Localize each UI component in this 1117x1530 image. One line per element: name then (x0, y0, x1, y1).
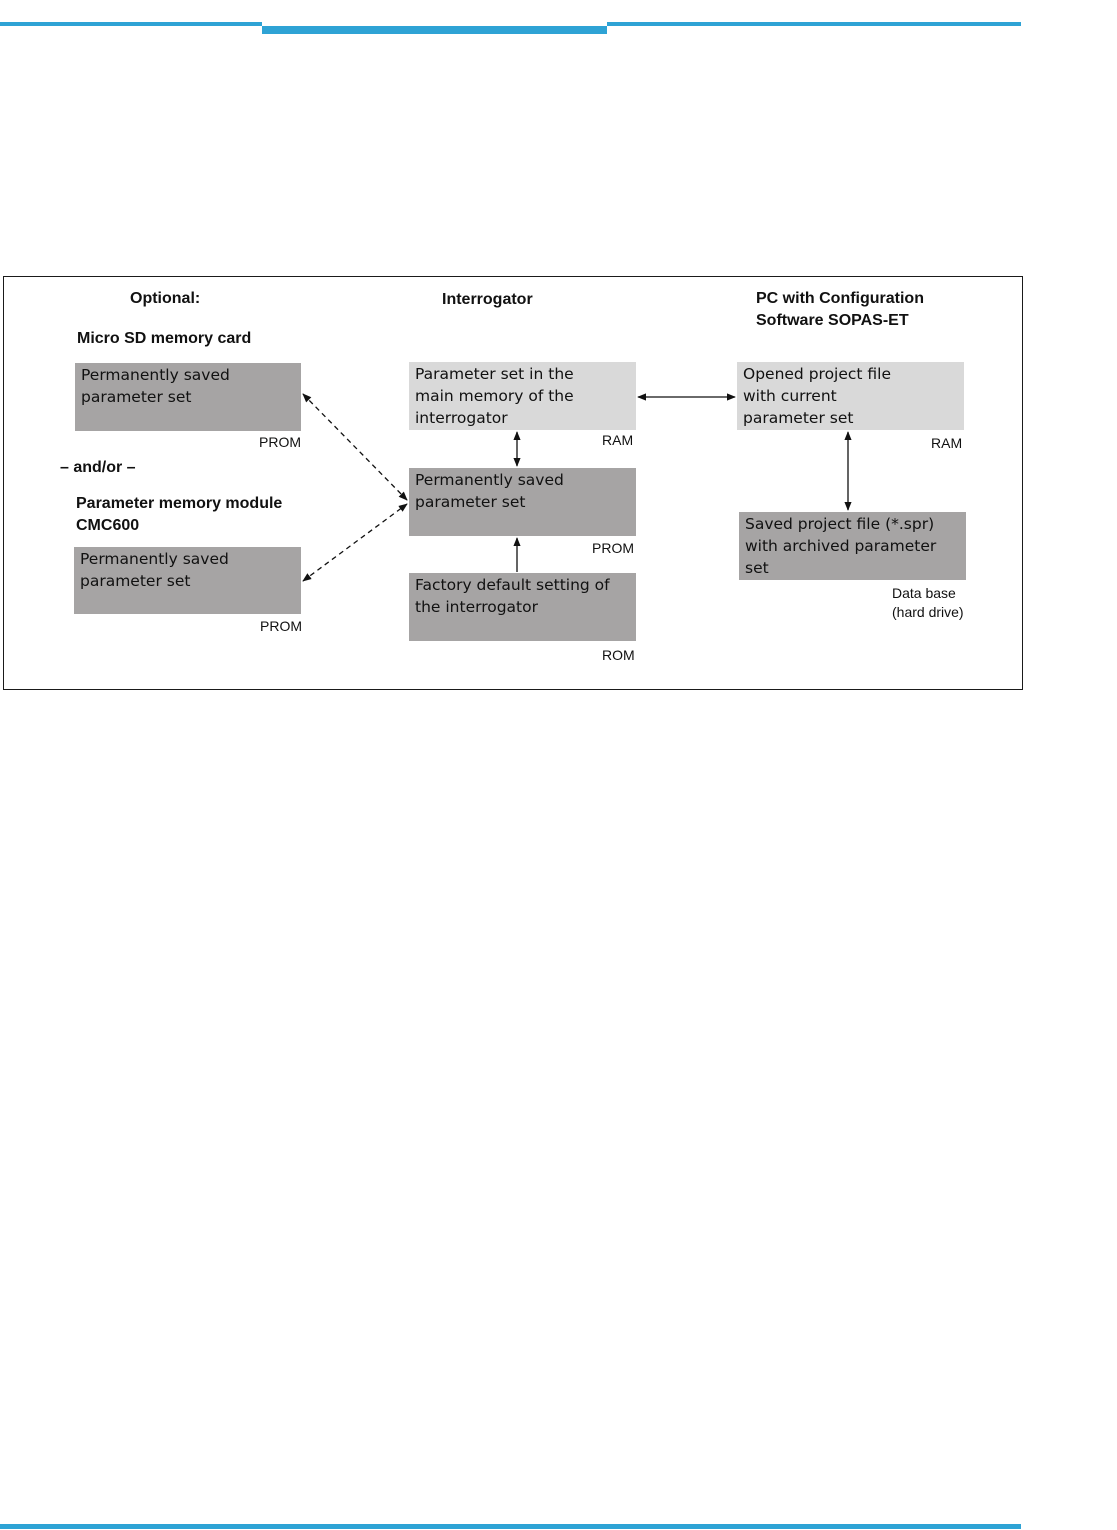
cmc-module-box-line2: parameter set (80, 572, 191, 590)
interrogator-ram-memory-type: RAM (602, 432, 634, 448)
header-rule-center (262, 26, 607, 34)
saved-project-box-line1: Saved project file (*.spr) (745, 515, 935, 533)
opened-project-box-line1: Opened project file (743, 365, 892, 383)
sd-card-box (75, 363, 301, 431)
sd-card-title: Micro SD memory card (77, 330, 252, 347)
cmc-module-title-line1: Parameter memory module (76, 495, 283, 512)
opened-project-box (737, 362, 964, 430)
interrogator-rom-box (409, 573, 636, 641)
interrogator-rom-memory-type: ROM (602, 647, 635, 663)
interrogator-prom-box (409, 468, 636, 536)
header-rule-left (0, 22, 262, 26)
saved-project-box (739, 512, 966, 580)
cmc-module-memory-type: PROM (260, 618, 302, 634)
column-heading-pc-line2: Software SOPAS-ET (756, 312, 909, 329)
column-heading-optional: Optional: (130, 290, 201, 307)
cmc-module-box (74, 547, 301, 614)
header-rule-right (607, 22, 1021, 26)
saved-project-box-line2: with archived parameter set (745, 537, 937, 577)
interrogator-rom-box-line2: the interrogator (415, 598, 538, 616)
cmc-module-title (76, 493, 282, 537)
opened-project-memory-type: RAM (931, 435, 963, 451)
interrogator-prom-memory-type: PROM (592, 540, 634, 556)
interrogator-rom-box-line1: Factory default setting of (415, 576, 610, 594)
column-heading-pc (756, 288, 924, 332)
and-or-separator: – and/or – (60, 459, 136, 476)
column-heading-interrogator: Interrogator (442, 291, 533, 308)
sd-card-box-line2: parameter set (81, 388, 192, 406)
cmc-module-title-line2: CMC600 (76, 517, 140, 534)
interrogator-ram-box (409, 362, 636, 430)
cmc-module-box-line1: Permanently saved (80, 550, 229, 568)
opened-project-box-line2: with current (743, 387, 837, 405)
sd-card-memory-type: PROM (259, 434, 301, 450)
footer-rule (0, 1524, 1021, 1529)
interrogator-ram-box-line3: interrogator (415, 409, 508, 427)
column-heading-pc-line1: PC with Configuration (756, 290, 924, 307)
sd-card-box-line1: Permanently saved (81, 366, 230, 384)
interrogator-prom-box-line2: parameter set (415, 493, 526, 511)
saved-project-memory-line1: Data base (892, 585, 956, 601)
saved-project-memory-type (892, 584, 964, 622)
interrogator-ram-box-line1: Parameter set in the (415, 365, 574, 383)
interrogator-prom-box-line1: Permanently saved (415, 471, 564, 489)
saved-project-memory-line2: (hard drive) (892, 604, 964, 620)
opened-project-box-line3: parameter set (743, 409, 854, 427)
interrogator-ram-box-line2: main memory of the (415, 387, 574, 405)
